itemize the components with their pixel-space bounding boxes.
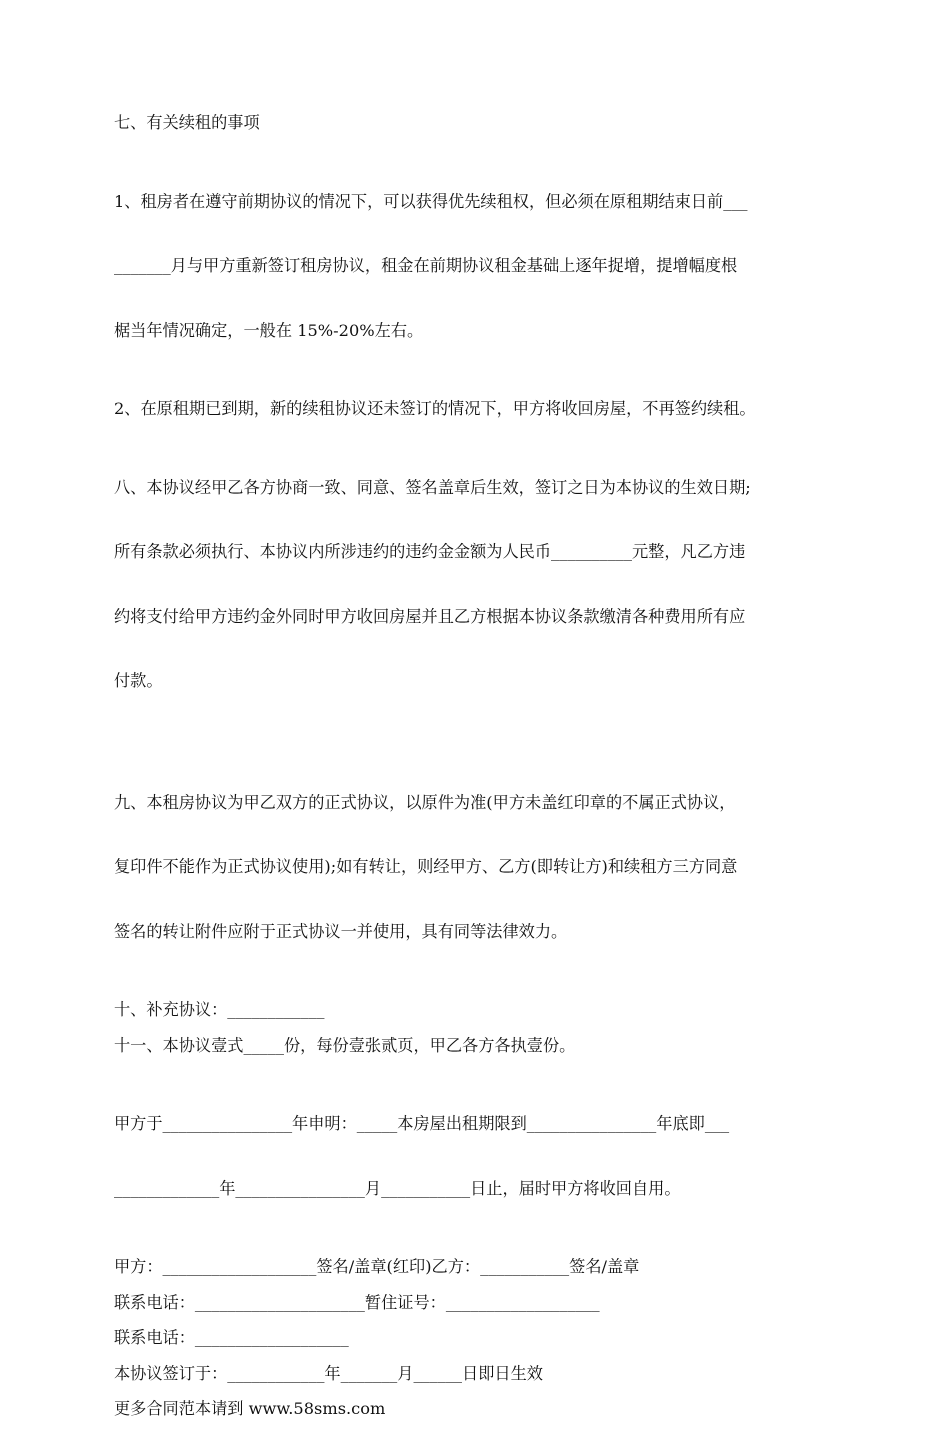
section-7-item-1-line-1: 1、租房者在遵守前期协议的情况下，可以获得优先续租权，但必须在原租期结束日前___ [114, 191, 748, 211]
section-8-line-3: 约将支付给甲方违约金外同时甲方收回房屋并且乙方根据本协议条款缴清各种费用所有应 [114, 606, 746, 626]
contact-phone-line: 联系电话：___________________ [114, 1328, 349, 1347]
section-11-copies: 十一、本协议壹式_____份，每份壹张贰页，甲乙各方各执壹份。 [114, 1035, 576, 1055]
section-9-line-2: 复印件不能作为正式协议使用);如有转让，则经甲方、乙方(即转让方)和续租方三方同意 [114, 857, 738, 876]
section-9 [114, 749, 842, 986]
landlord-statement-line-2: _____________年________________月___________日止，届时甲方将收回自用。 [114, 1178, 681, 1198]
section-7-item-2: 2、在原租期已到期，新的续租协议还未签订的情况下，甲方将收回房屋，不再签约续租。 [114, 399, 756, 418]
footer-more-templates: 更多合同范本请到 www.58sms.com [114, 1399, 386, 1418]
section-9-line-3: 签名的转让附件应附于正式协议一并使用，具有同等法律效力。 [114, 921, 568, 941]
section-7-item-1 [114, 148, 842, 385]
section-8-line-2: 所有条款必须执行、本协议内所涉违约的违约金金额为人民币__________元整，凡乙方违 [114, 542, 746, 561]
document-page [114, 112, 842, 1434]
signed-date-line: 本协议签订于：____________年_______月______日即日生效 [114, 1363, 543, 1383]
section-8 [114, 434, 842, 735]
signature-line: 甲方：___________________签名/盖章(红印)乙方：___________签名/盖章 [114, 1257, 640, 1276]
section-7-item-1-line-3: 椐当年情况确定，一般在 15%-20%左右。 [114, 320, 424, 340]
landlord-statement-line-1: 甲方于________________年申明：_____本房屋出租期限到________________年底即___ [114, 1114, 730, 1133]
contact-phone-id-line: 联系电话：_____________________暂住证号：___________________ [114, 1292, 600, 1312]
section-7-item-1-line-2: _______月与甲方重新签订租房协议，租金在前期协议租金基础上逐年捉增，提增幅度根 [114, 256, 738, 275]
section-8-line-4: 付款。 [114, 671, 163, 690]
section-7-title: 七、有关续租的事项 [114, 113, 260, 132]
section-10-supplement: 十、补充协议：____________ [114, 1000, 325, 1019]
section-9-line-1: 九、本租房协议为甲乙双方的正式协议，以原件为准(甲方未盖红印章的不属正式协议， [114, 792, 736, 812]
section-8-line-1: 八、本协议经甲乙各方协商一致、同意、签名盖章后生效，签订之日为本协议的生效日期; [114, 477, 751, 497]
landlord-statement [114, 1070, 842, 1242]
